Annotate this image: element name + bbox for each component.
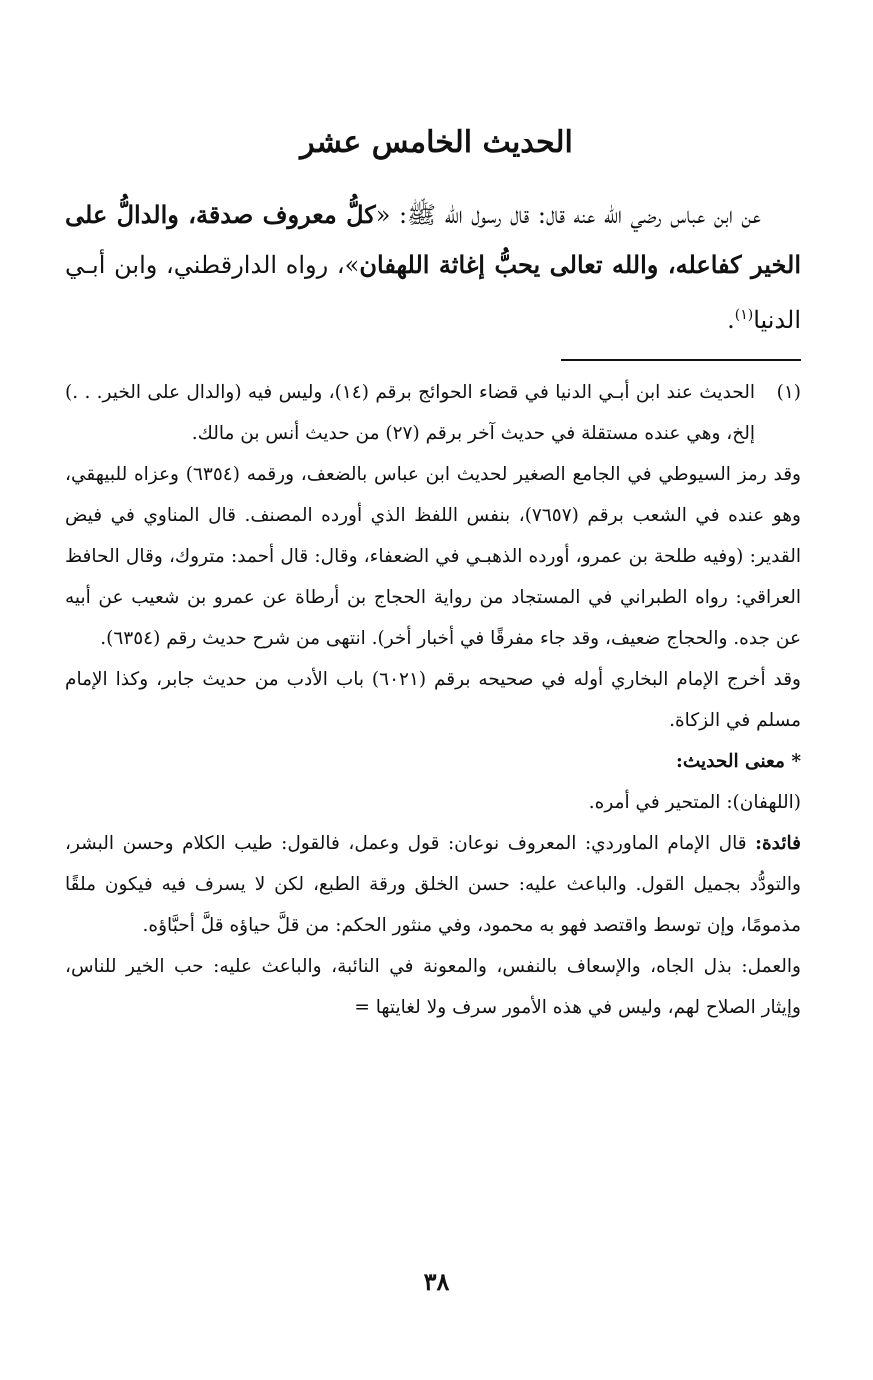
benefit-paragraph	[65, 823, 801, 946]
footnote-paragraph: وقد رمز السيوطي في الجامع الصغير لحديث ابن عباس بالضعف، ورقمه (٦٣٥٤) وعزاه للبيهقي، وهو عنده في الشعب برقم (٧٦٥٧)، بنفس اللفظ الذي أورده المصنف. قال المناوي في فيض القدير: (وفيه طلحة بن عمرو، أورده الذهبـي في الضعفاء، وقال: قال أحمد: متروك، وقال الحافظ العراقي: رواه الطبراني في المستجاد من رواية الحجاج بن أرطاة عن عمرو بن شعيب عن أبيه عن جده. والحجاج ضعيف، وقد جاء مفرقًا في أخبار أخر). انتهى من شرح حديث رقم (٦٣٥٤).	[65, 464, 801, 649]
footnote-number: (١)	[776, 382, 801, 403]
hadith-quote: كلُّ معروف صدقة، والدالُّ على الخير كفاعله، والله تعالى يحبُّ إغاثة اللهفان	[65, 200, 802, 279]
footnotes	[65, 372, 801, 1028]
benefit-text: قال الإمام الماوردي: المعروف نوعان: قول وعمل، فالقول: طيب الكلام وحسن البشر، والتودُّد بجميل القول. والباعث عليه: حسن الخلق ورقة الطبع، لكن لا يسرف فيه فيكون ملقًا مذمومًا، وإن توسط واقتصد فهو به محمود، وفي منثور الحكم: من قلَّ حياؤه قلَّ أحبَّاؤه.	[65, 833, 801, 936]
meaning-text: (اللهفان): المتحير في أمره.	[588, 792, 801, 813]
hadith-end: .	[727, 306, 735, 334]
footnote-paragraph: الحديث عند ابن أبـي الدنيا في قضاء الحوائج برقم (١٤)، وليس فيه (والدال على الخير. . .) إلخ، وهي عنده مستقلة في حديث آخر برقم (٢٧) من حديث أنس بن مالك.	[65, 382, 756, 444]
footnote-paragraph: وقد أخرج الإمام البخاري أوله في صحيحه برقم (٦٠٢١) باب الأدب من حديث جابر، وكذا الإمام مسلم في الزكاة.	[65, 669, 801, 731]
hadith-narrators: »، رواه الدارقطني، وابن أبـي الدنيا	[65, 251, 801, 334]
footnote-reference: (١)	[734, 307, 754, 323]
page-title: الحديث الخامس عشر	[300, 125, 573, 160]
meaning-heading: * معنى الحديث:	[676, 751, 801, 772]
hadith-intro: عن ابن عباس رضي الله عنه قال: قال رسول الله ﷺ: «	[375, 201, 762, 229]
benefit-label: فائدة:	[755, 833, 801, 854]
hadith-paragraph	[65, 190, 801, 345]
page-number: ٣٨	[423, 1267, 450, 1296]
footnote-separator	[561, 359, 801, 361]
hadith-text	[65, 190, 801, 345]
footnote-item	[65, 372, 801, 454]
action-paragraph: والعمل: بذل الجاه، والإسعاف بالنفس، والمعونة في النائبة، والباعث عليه: حب الخير للناس، وإيثار الصلاح لهم، وليس في هذه الأمور سرف ولا لغايتها =	[65, 956, 801, 1018]
